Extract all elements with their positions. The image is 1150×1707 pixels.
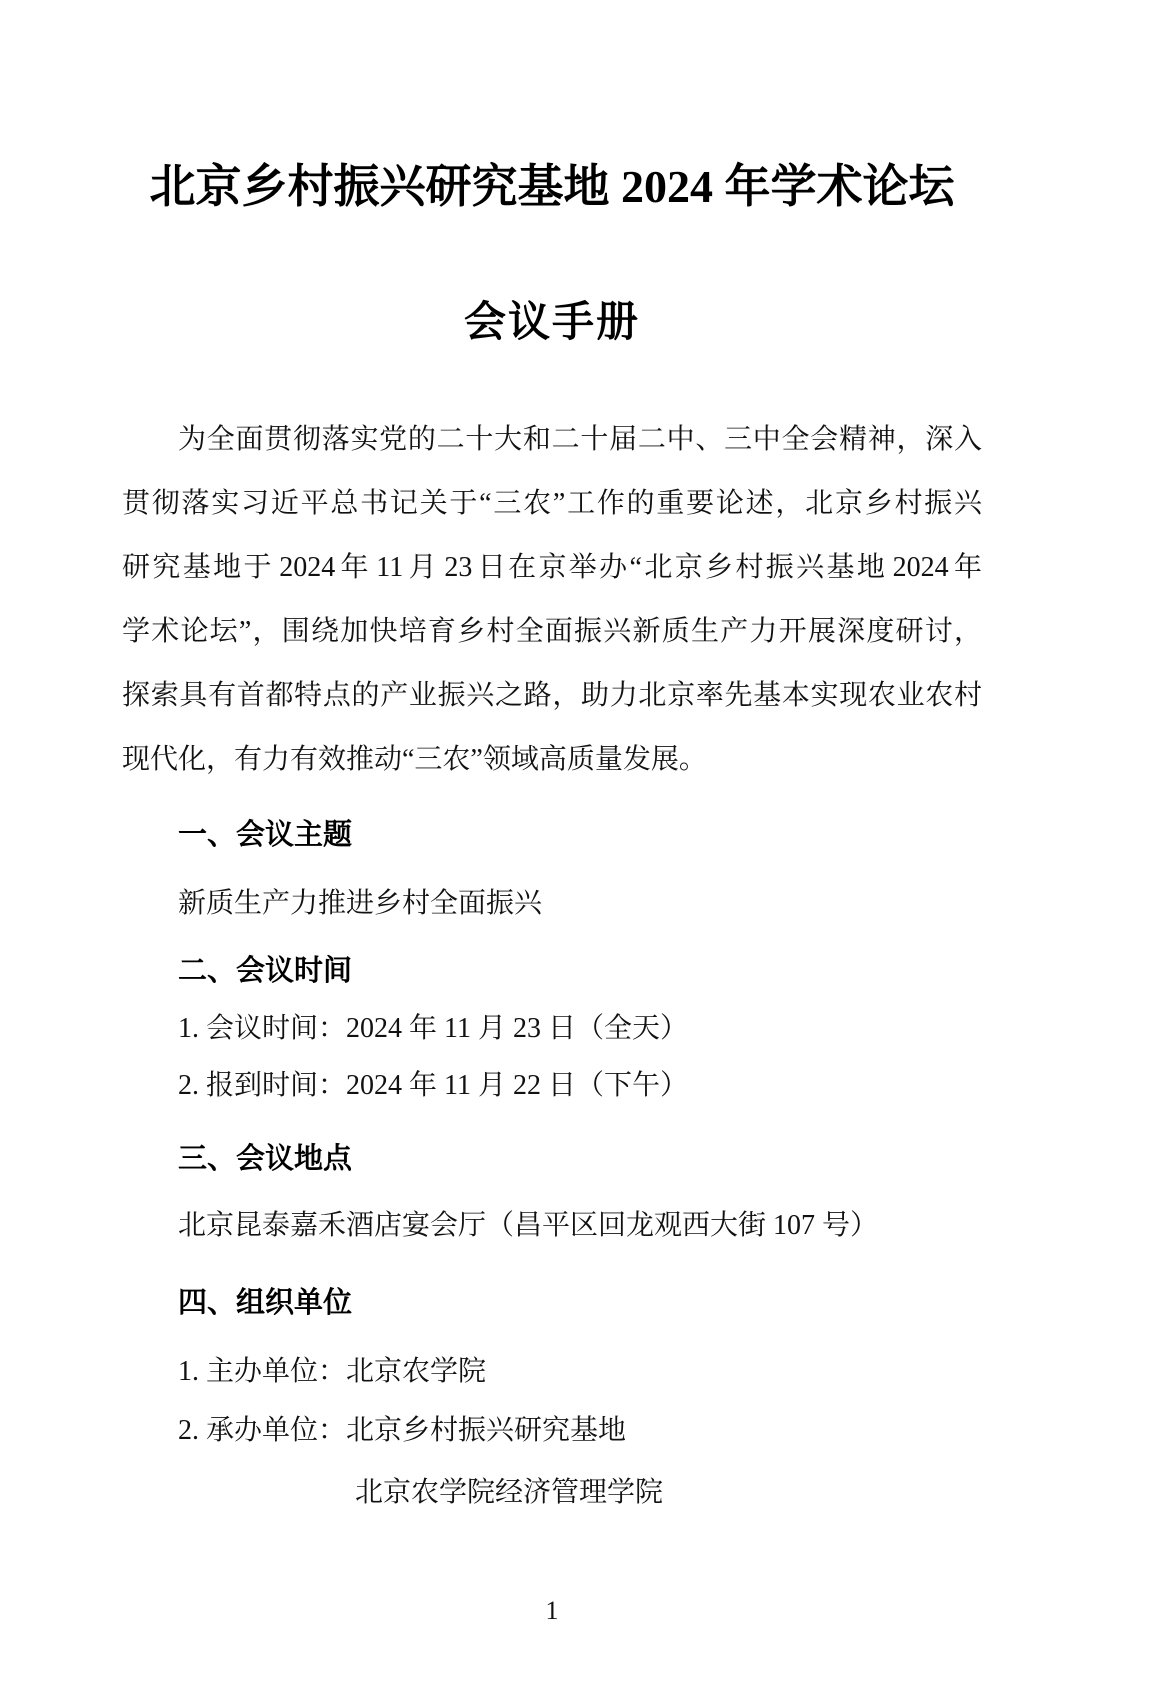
page-number: 1: [545, 1596, 559, 1625]
intro-line-6: 现代化，有力有效推动“三农”领域高质量发展。: [122, 744, 707, 775]
host-organizer-item: 1. 主办单位：北京农学院: [178, 1356, 487, 1387]
section-heading-organizers: 四、组织单位: [178, 1287, 353, 1319]
intro-line-3: 研究基地于 2024 年 11 月 23 日在京举办“北京乡村振兴基地 2024 年: [122, 552, 982, 583]
document-subtitle: 会议手册: [463, 298, 640, 345]
co-organizer-item-2: 北京农学院经济管理学院: [355, 1477, 664, 1508]
intro-line-2: 贯彻落实习近平总书记关于“三农”工作的重要论述，北京乡村振兴: [122, 488, 982, 519]
venue-text: 北京昆泰嘉禾酒店宴会厅（昌平区回龙观西大街 107 号）: [178, 1210, 879, 1241]
intro-paragraph: [122, 408, 982, 792]
section-heading-venue: 三、会议地点: [178, 1143, 353, 1175]
intro-line-4: 学术论坛”，围绕加快培育乡村全面振兴新质生产力开展深度研讨，: [122, 616, 982, 647]
intro-line-1: 为全面贯彻落实党的二十大和二十届二中、三中全会精神，深入: [178, 424, 982, 455]
co-organizer-item: 2. 承办单位：北京乡村振兴研究基地: [178, 1415, 627, 1446]
section-heading-topic: 一、会议主题: [178, 819, 353, 851]
intro-line-5: 探索具有首都特点的产业振兴之路，助力北京率先基本实现农业农村: [122, 680, 982, 711]
checkin-time-item: 2. 报到时间：2024 年 11 月 22 日（下午）: [178, 1070, 688, 1101]
document-title: 北京乡村振兴研究基地 2024 年学术论坛: [149, 161, 955, 212]
section-heading-time: 二、会议时间: [178, 955, 353, 987]
topic-text: 新质生产力推进乡村全面振兴: [178, 888, 543, 919]
meeting-time-item: 1. 会议时间：2024 年 11 月 23 日（全天）: [178, 1013, 688, 1044]
